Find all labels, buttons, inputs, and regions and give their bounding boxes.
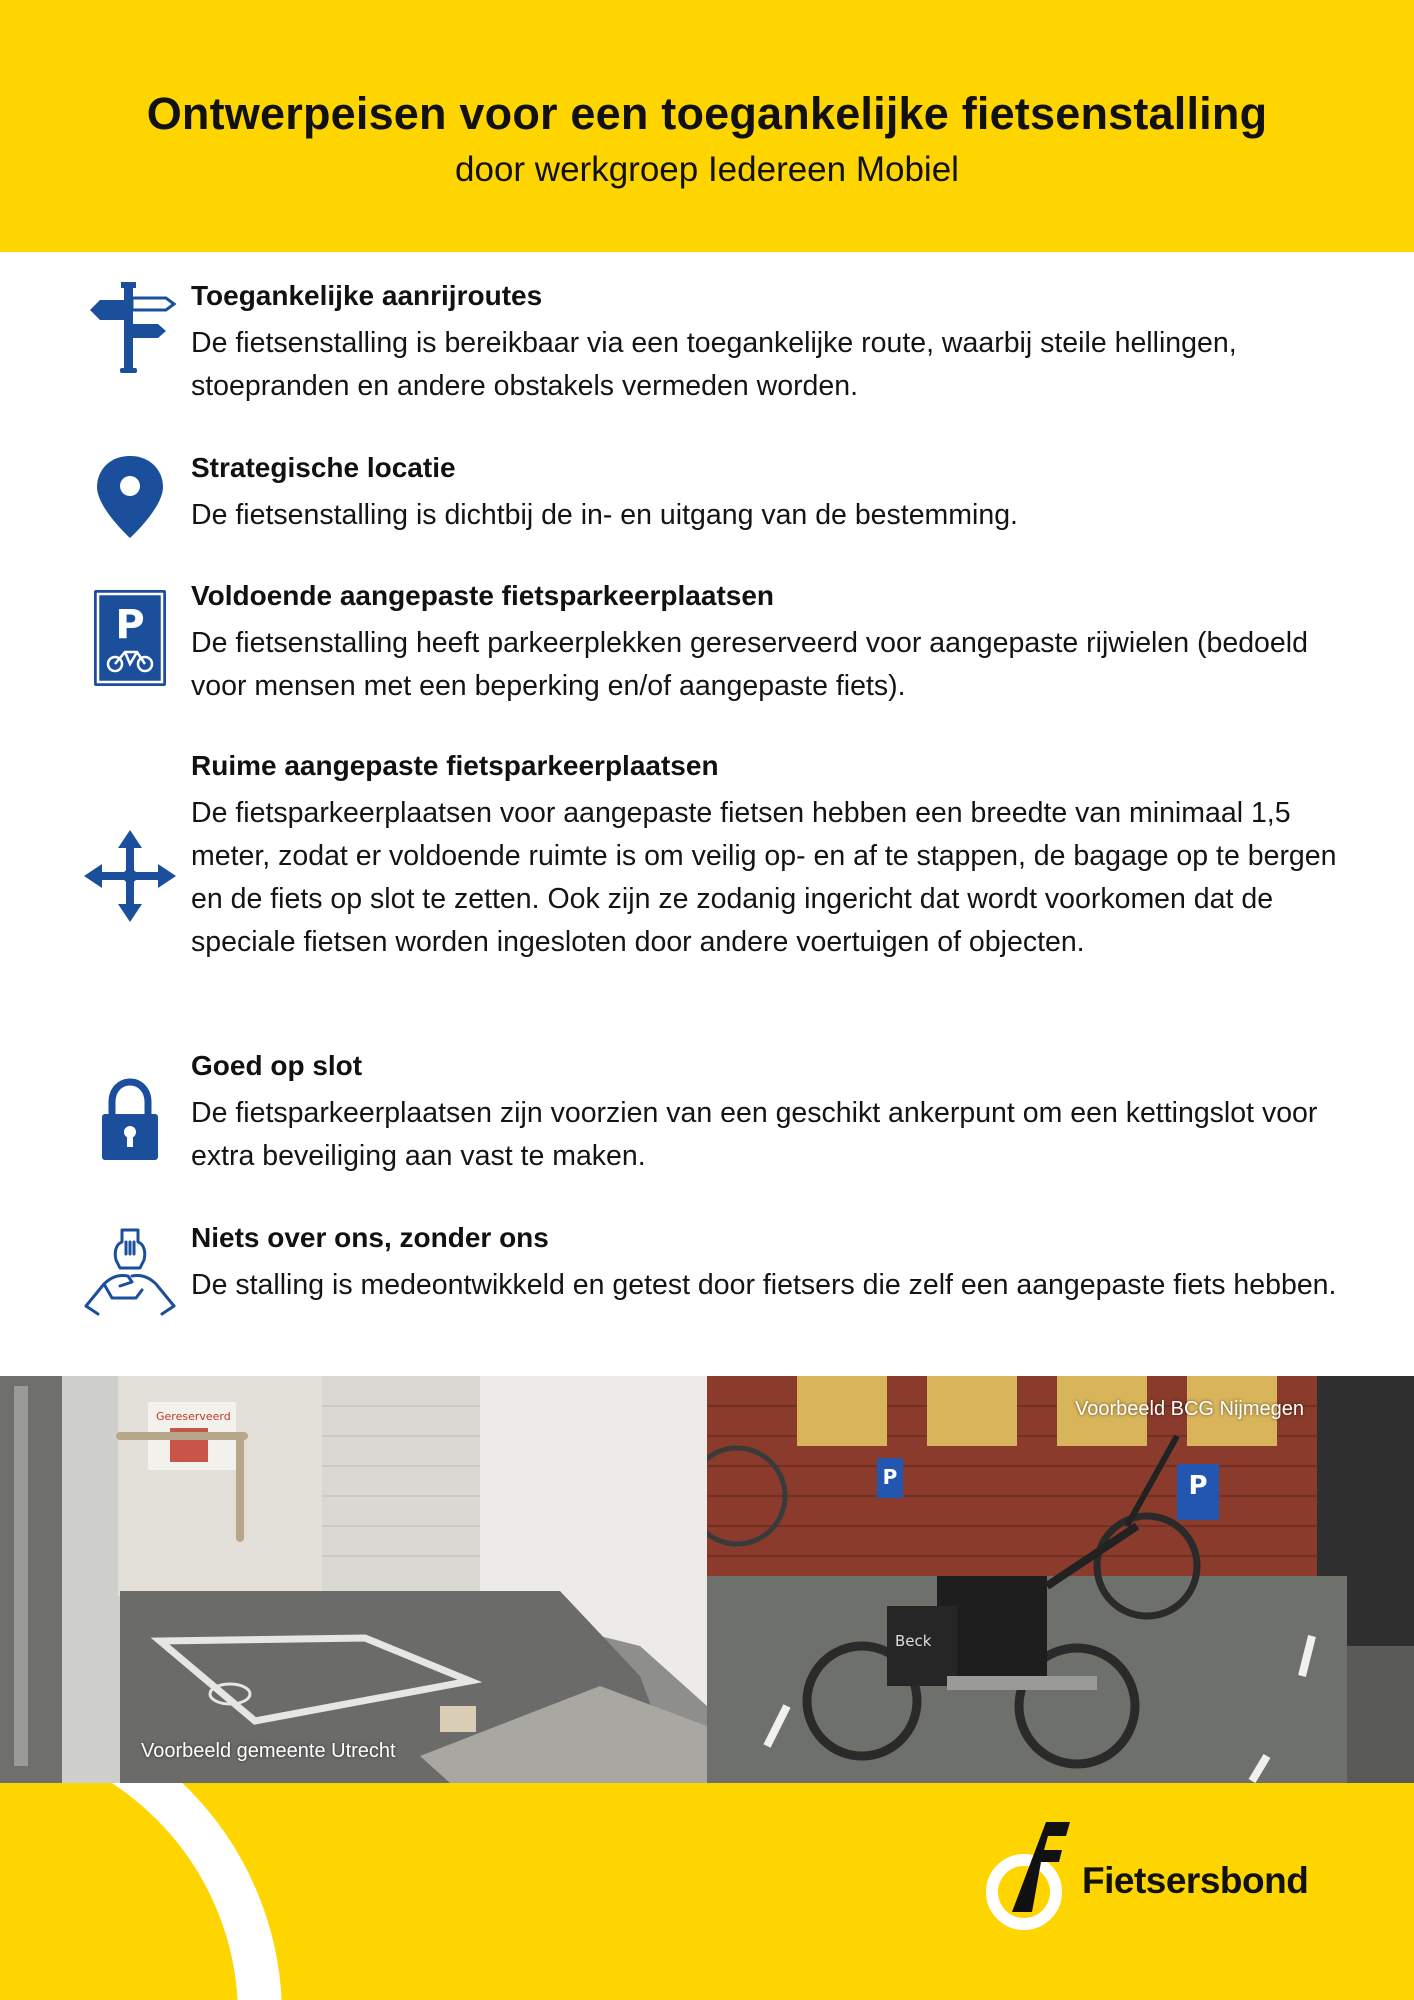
item-heading: Strategische locatie xyxy=(191,452,456,483)
photo-caption: Voorbeeld gemeente Utrecht xyxy=(141,1740,396,1762)
sign-text: Gereserveerd xyxy=(156,1410,231,1423)
logo-text: Fietsersbond xyxy=(1082,1860,1309,1901)
photo-caption: Voorbeeld BCG Nijmegen xyxy=(1075,1398,1305,1420)
photo-nijmegen xyxy=(707,1376,1414,1783)
item-heading: Goed op slot xyxy=(191,1050,363,1081)
item-heading: Voldoende aangepaste fietsparkeerplaatsen xyxy=(191,580,775,611)
page-subtitle: door werkgroep Iedereen Mobiel xyxy=(455,150,959,189)
item-text: De fietsenstalling is bereikbaar via een toegankelijke route, waarbij steile hellingen, stoepranden en andere obstakels vermeden worden. xyxy=(191,327,1237,402)
item-heading: Ruime aangepaste fietsparkeerplaatsen xyxy=(191,750,719,781)
item-text: De fietsenstalling is dichtbij de in- en uitgang van de bestemming. xyxy=(191,499,1018,531)
item-text: De fietsparkeerplaatsen voor aangepaste fietsen hebben een breedte van minimaal 1,5 meter, zodat er voldoende ruimte is om veilig op- en af te stappen, de bagage op te bergen en de fiets op slot te zetten. Ook zijn ze zodanig ingericht dat wordt voorkomen dat de speciale fietsen worden ingesloten door andere voertuigen of objecten. xyxy=(191,797,1337,958)
item-heading: Toegankelijke aanrijroutes xyxy=(191,280,543,311)
location-pin-icon xyxy=(82,452,178,548)
bicycle-parking-sign-icon xyxy=(82,590,178,686)
item-text: De stalling is medeontwikkeld en getest door fietsers die zelf een aangepaste fiets hebben. xyxy=(191,1269,1337,1301)
four-way-arrows-icon xyxy=(82,828,178,924)
item-text: De fietsparkeerplaatsen zijn voorzien van een geschikt ankerpunt om een kettingslot voor extra beveiliging aan vast te maken. xyxy=(191,1097,1318,1172)
svg-text:P: P xyxy=(115,602,145,648)
item-text: De fietsenstalling heeft parkeerplekken gereserveerd voor aangepaste rijwielen (bedoeld voor mensen met een beperking en/of aangepaste fiets). xyxy=(191,627,1308,702)
helping-hands-icon xyxy=(82,1222,178,1318)
page-title: Ontwerpeisen voor een toegankelijke fietsenstalling xyxy=(146,88,1268,139)
photo-utrecht xyxy=(0,1376,707,1783)
padlock-icon xyxy=(82,1072,178,1168)
signpost-icon xyxy=(82,280,178,376)
svg-text:P: P xyxy=(882,1465,898,1489)
bag-text: Beck xyxy=(895,1632,932,1650)
example-photos xyxy=(0,1376,1414,1783)
item-heading: Niets over ons, zonder ons xyxy=(191,1222,549,1253)
svg-text:P: P xyxy=(1188,1471,1208,1501)
